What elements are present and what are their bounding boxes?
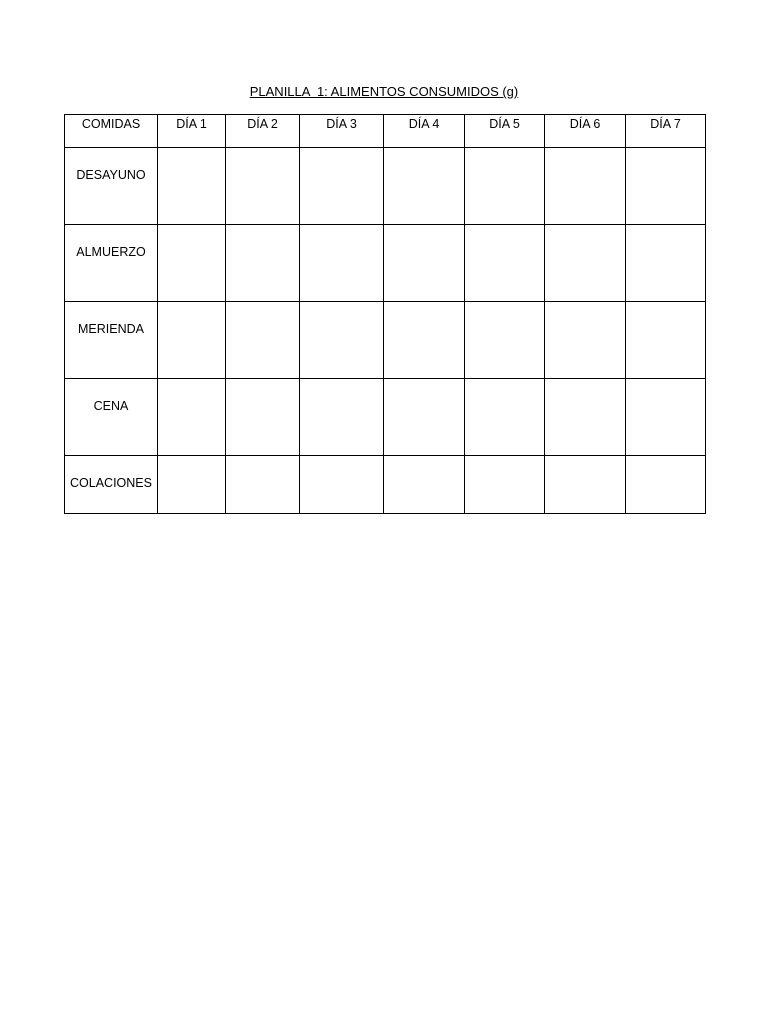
food-log-table [64,114,706,514]
table-cell[interactable] [384,225,465,302]
table-cell[interactable] [626,456,706,514]
table-cell[interactable] [226,302,300,379]
table-row [65,456,706,514]
table-cell[interactable] [300,225,384,302]
table-cell[interactable] [158,456,226,514]
column-header-meals: COMIDAS [65,115,158,148]
table-cell[interactable] [465,456,545,514]
table-cell[interactable] [384,456,465,514]
table-cell[interactable] [226,456,300,514]
table-cell[interactable] [465,148,545,225]
table-cell[interactable] [545,379,626,456]
table-row [65,302,706,379]
row-label-almuerzo: ALMUERZO [65,225,158,302]
table-cell[interactable] [626,225,706,302]
column-header-day-4: DÍA 4 [384,115,465,148]
row-label-merienda: MERIENDA [65,302,158,379]
table-cell[interactable] [465,225,545,302]
table-cell[interactable] [465,302,545,379]
table-cell[interactable] [465,379,545,456]
column-header-day-5: DÍA 5 [465,115,545,148]
table-cell[interactable] [300,148,384,225]
table-cell[interactable] [226,148,300,225]
table-cell[interactable] [545,225,626,302]
header-row [65,115,706,148]
table-cell[interactable] [626,302,706,379]
table-cell[interactable] [226,225,300,302]
table-cell[interactable] [384,379,465,456]
table-cell[interactable] [158,379,226,456]
table-row [65,148,706,225]
table-cell[interactable] [626,379,706,456]
table-cell[interactable] [300,456,384,514]
table-cell[interactable] [158,302,226,379]
table-cell[interactable] [158,225,226,302]
column-header-day-6: DÍA 6 [545,115,626,148]
table-cell[interactable] [545,302,626,379]
column-header-day-2: DÍA 2 [226,115,300,148]
column-header-day-3: DÍA 3 [300,115,384,148]
table-row [65,225,706,302]
table-cell[interactable] [545,456,626,514]
table-row [65,379,706,456]
table-cell[interactable] [545,148,626,225]
column-header-day-7: DÍA 7 [626,115,706,148]
row-label-desayuno: DESAYUNO [65,148,158,225]
row-label-colaciones: COLACIONES [65,456,158,514]
table-cell[interactable] [626,148,706,225]
column-header-day-1: DÍA 1 [158,115,226,148]
row-label-cena: CENA [65,379,158,456]
table-cell[interactable] [384,148,465,225]
table-cell[interactable] [384,302,465,379]
table-cell[interactable] [300,379,384,456]
table-cell[interactable] [226,379,300,456]
table-cell[interactable] [300,302,384,379]
page-title: PLANILLA 1: ALIMENTOS CONSUMIDOS (g) [249,84,519,99]
table-cell[interactable] [158,148,226,225]
